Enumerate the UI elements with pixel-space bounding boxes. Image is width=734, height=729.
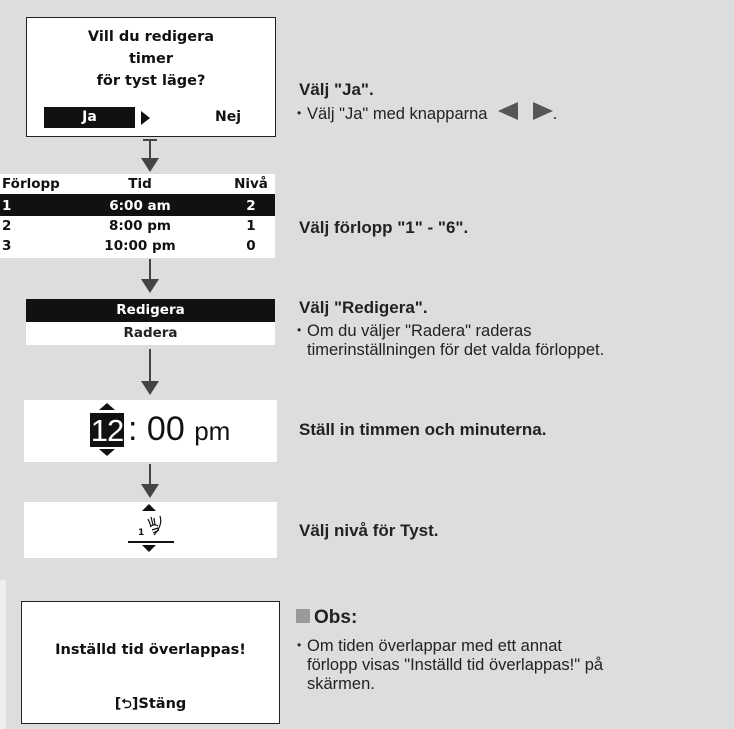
increase-icon[interactable] [99, 403, 115, 410]
note-heading: Obs: [296, 607, 357, 629]
menu-item-delete[interactable]: Radera [123, 325, 178, 341]
step2-heading: Välj förlopp "1" - "6". [299, 218, 469, 237]
hour-value[interactable]: 12 [90, 413, 124, 448]
time-separator: : [128, 410, 138, 448]
left-button-icon [498, 102, 518, 120]
svg-text:1: 1 [138, 528, 145, 537]
page-edge-strip [0, 580, 6, 729]
note-square-icon [296, 609, 310, 623]
step4-heading: Ställ in timmen och minuterna. [299, 420, 547, 439]
table-row[interactable]: 2 8:00 pm 1 [2, 218, 256, 234]
minutes-value[interactable]: 00 [146, 410, 185, 448]
step5-heading: Välj nivå för Tyst. [299, 521, 439, 540]
yes-option[interactable]: Ja [44, 107, 135, 128]
step3-bullet: • Om du väljer "Radera" raderas timerinställningen för det valda förloppet. [297, 322, 605, 359]
step3-heading: Välj "Redigera". [299, 298, 428, 317]
increase-icon[interactable] [142, 504, 156, 511]
flow-arrow-3 [141, 349, 159, 395]
flow-arrow-2 [141, 259, 159, 293]
header-level: Nivå [234, 176, 268, 192]
close-button[interactable]: [⮌]Stäng [114, 696, 187, 712]
note-bullet: • Om tiden överlappar med ett annat förlopp visas "Inställd tid överlappas!" på skärmen. [297, 637, 604, 693]
decrease-icon[interactable] [142, 545, 156, 552]
overlap-message: Inställd tid överlappas! [55, 642, 246, 658]
decrease-icon[interactable] [99, 449, 115, 456]
step1-heading: Välj "Ja". [299, 80, 374, 99]
no-option[interactable]: Nej [215, 109, 242, 125]
table-row[interactable]: 3 10:00 pm 0 [2, 238, 256, 254]
dialog-line-2: timer [129, 51, 173, 67]
edit-menu [26, 299, 275, 345]
table-header [0, 174, 275, 194]
header-time: Tid [128, 176, 152, 192]
step1-bullet: • Välj "Ja" med knapparna . [297, 102, 557, 124]
overlap-warning-dialog [21, 601, 280, 724]
time-setting-screen [24, 400, 277, 462]
ampm-value: pm [194, 416, 231, 446]
bullet-icon: • [297, 323, 302, 337]
dialog-line-3: för tyst läge? [96, 73, 206, 89]
back-icon: ⮌ [121, 697, 132, 712]
time-rest [128, 409, 230, 451]
quiet-hand-icon [136, 513, 176, 537]
header-sequence: Förlopp [2, 176, 60, 192]
table-row[interactable]: 1 6:00 am 2 [0, 196, 275, 216]
flow-arrow-4 [141, 464, 159, 498]
bullet-icon: • [297, 638, 302, 652]
dialog-line-1: Vill du redigera [87, 29, 215, 45]
quiet-level-screen [24, 502, 277, 558]
bullet-icon: • [297, 106, 302, 120]
flow-arrow-1 [141, 140, 159, 172]
right-button-icon [533, 102, 553, 120]
menu-item-edit[interactable]: Redigera [26, 299, 275, 322]
cursor-right-icon [141, 111, 150, 125]
sequence-table [0, 174, 275, 258]
level-underline [128, 541, 174, 543]
confirm-edit-dialog [26, 17, 276, 137]
